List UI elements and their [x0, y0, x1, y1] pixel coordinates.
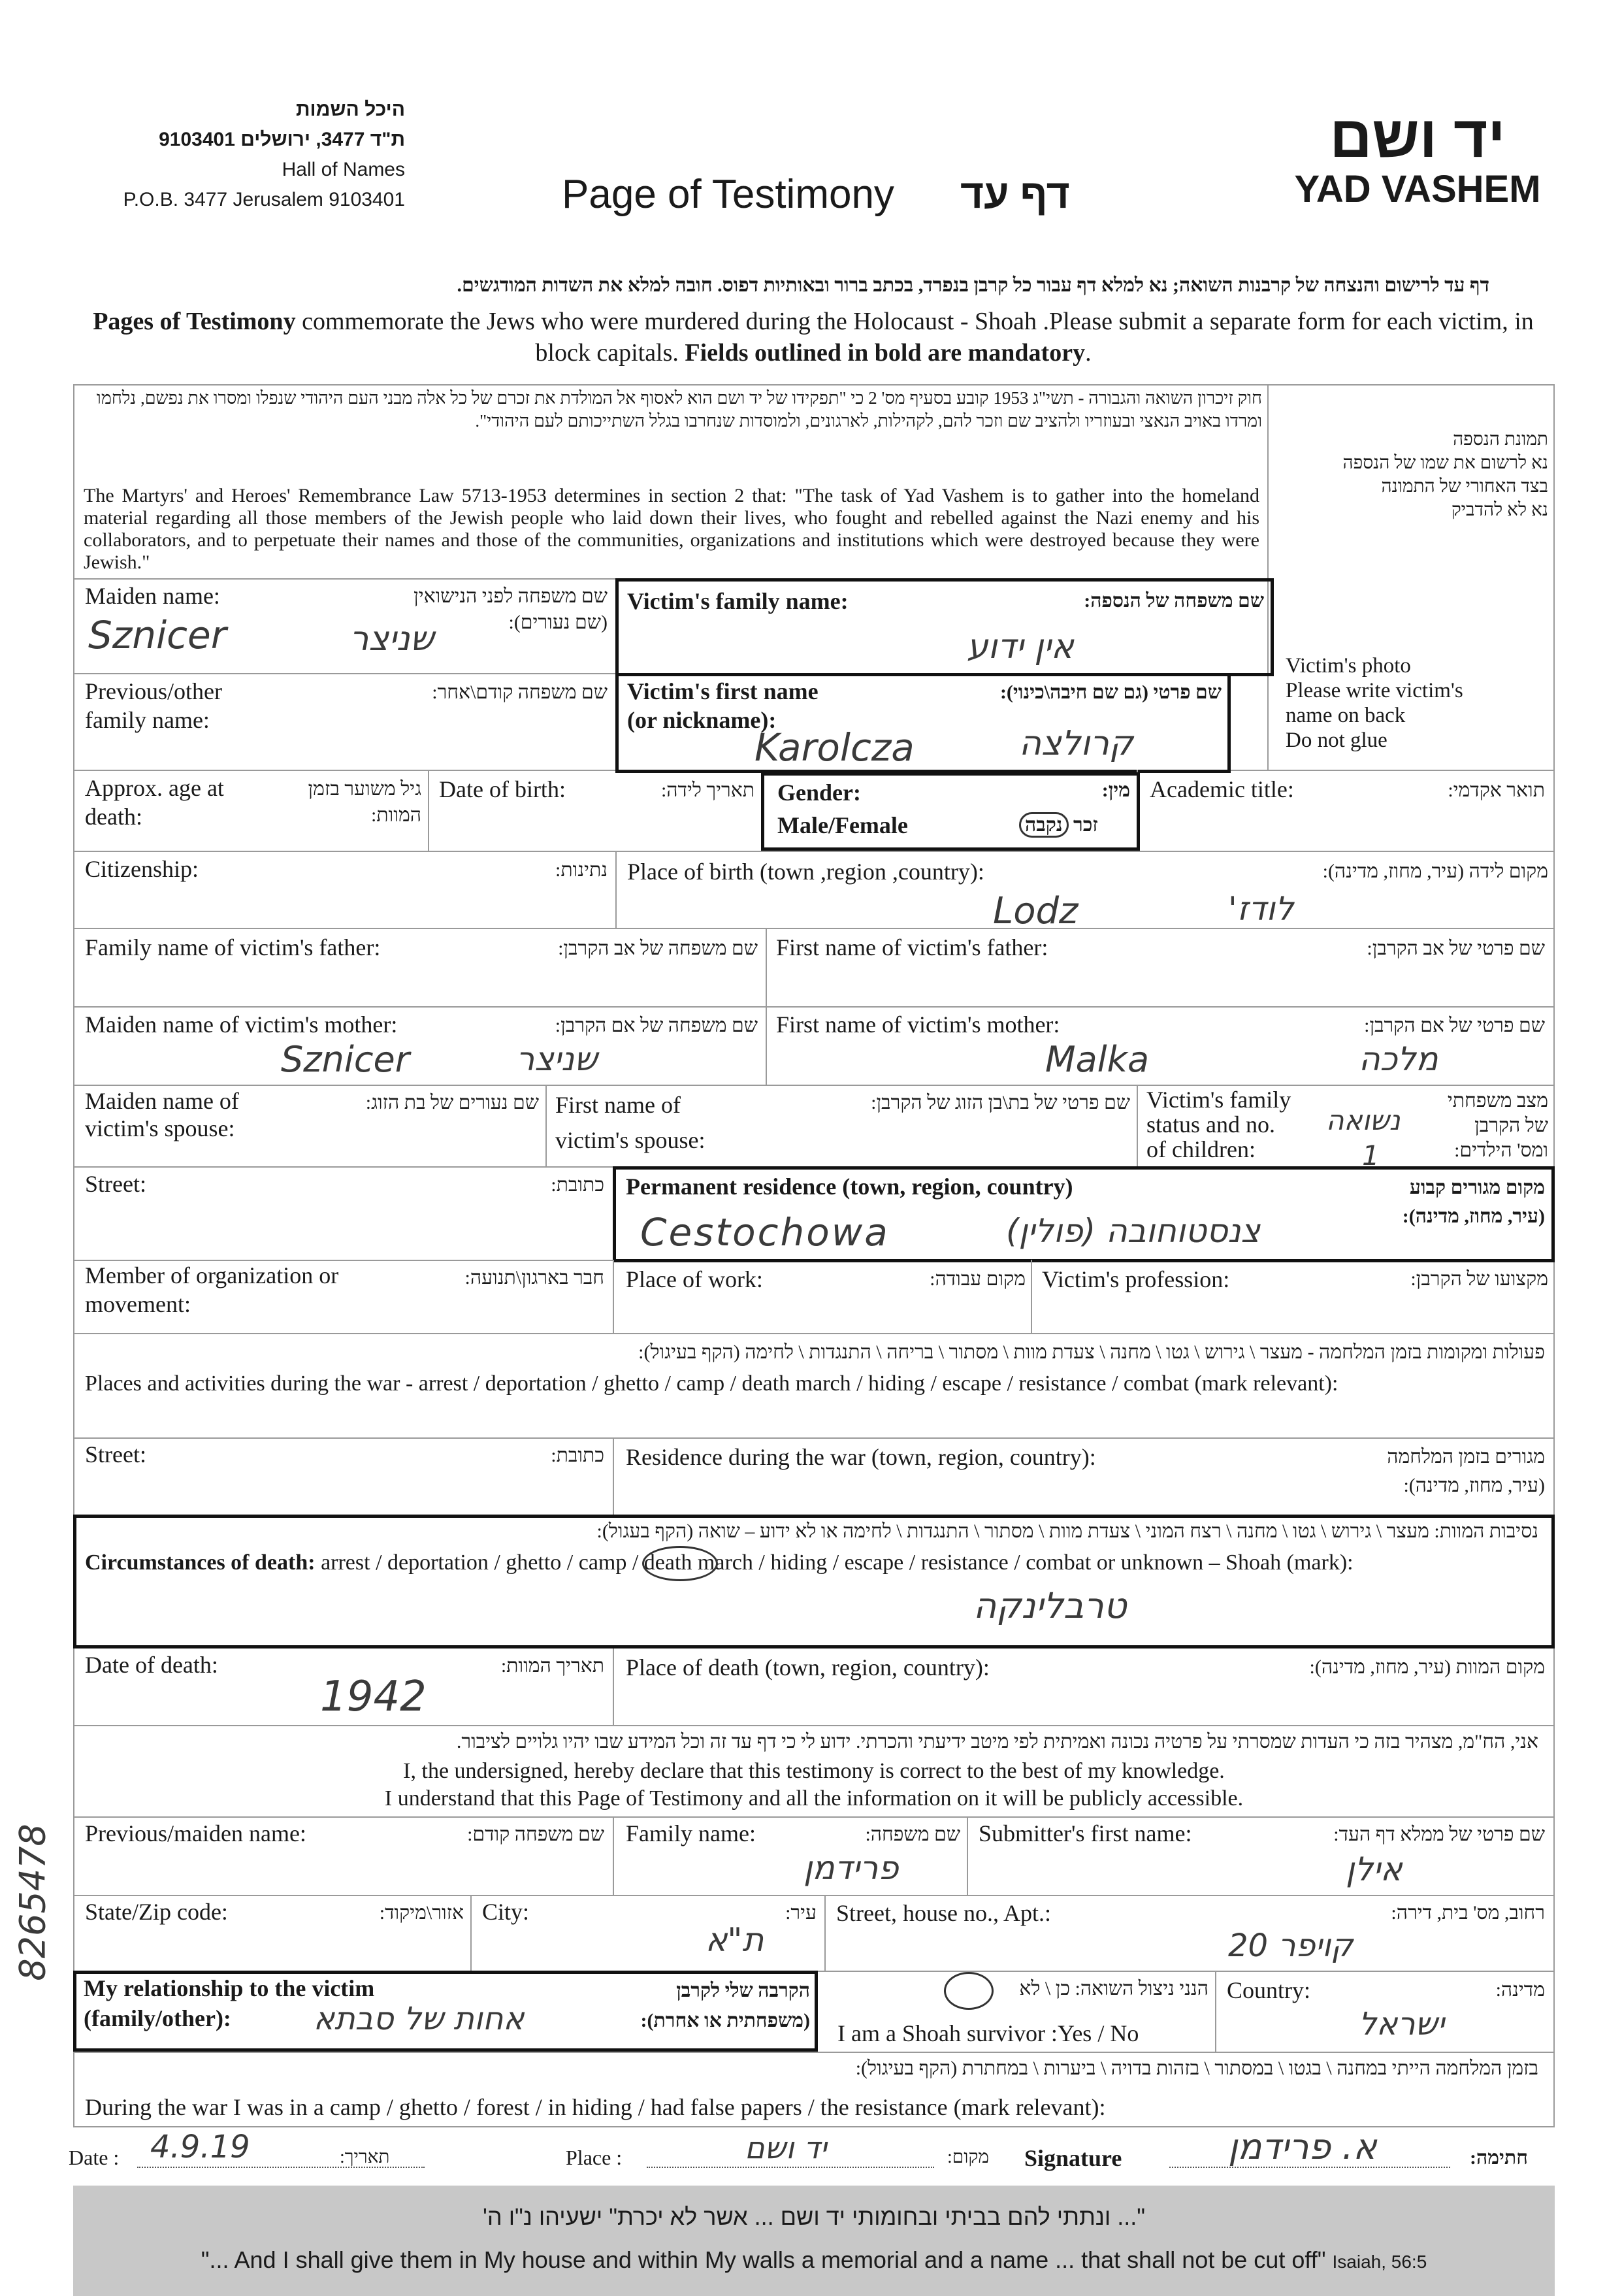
mother-first-label: First name of victim's mother: — [776, 1011, 1060, 1038]
mother-maiden-value-he[interactable]: שניצר — [516, 1040, 598, 1078]
rel-he-2: (משפחתית או אחרת): — [640, 2010, 810, 2031]
submitter-war-en: During the war I was in a camp / ghetto / forest / in hiding / had false papers / the resistance (mark relevant): — [85, 2094, 1106, 2120]
perm-he-1: מקום מגורים קבוע — [1409, 1177, 1545, 1198]
photo-he-2: נא לרשום את שמו של הנספה — [1342, 453, 1548, 473]
spouse-maiden-label-he: שם נעורים של בת הזוג: — [365, 1092, 539, 1113]
victim-first-value-he[interactable]: קרולצה — [1019, 724, 1133, 763]
submitter-family-value[interactable]: פרידמן — [803, 1849, 899, 1887]
country-value[interactable]: ישראל — [1359, 2006, 1445, 2042]
logo — [1280, 105, 1555, 209]
victim-family-label-he: שם משפחה של הנספה: — [1084, 590, 1264, 612]
age-label-he — [261, 776, 421, 828]
status-en-1: Victim's family — [1146, 1087, 1291, 1113]
city-value[interactable]: ת"א — [706, 1921, 764, 1959]
age-he-2: המוות: — [370, 804, 421, 826]
submitter-first-value[interactable]: אילן — [1346, 1850, 1403, 1888]
pob-value-en[interactable]: Lodz — [993, 890, 1079, 932]
age-en-2: death: — [85, 804, 142, 830]
declaration-en-2: I understand that this Page of Testimony and all the information on it will be publicly accessible. — [384, 1786, 1244, 1811]
circumstances-en-label: Circumstances of death: — [85, 1550, 316, 1575]
org-en-1: Member of organization or — [85, 1262, 339, 1288]
intro-en-mandatory: Fields outlined in bold are mandatory — [685, 339, 1086, 367]
father-first-label: First name of victim's father: — [776, 934, 1048, 960]
spouse-first-label — [555, 1087, 705, 1158]
country-label: Country: — [1227, 1977, 1311, 2003]
mother-maiden-value-en[interactable]: Sznicer — [281, 1039, 410, 1080]
circumstances-en-options: arrest / deportation / ghetto / camp / death march / hiding / escape / resistance / combat or unknown – Shoah (mark): — [315, 1550, 1354, 1575]
street-label-he: כתובת: — [551, 1174, 604, 1196]
maiden-he-1: שם משפחה לפני הנישואין — [414, 585, 608, 607]
maiden-label: Maiden name: — [85, 583, 220, 609]
status-value[interactable]: נשואה — [1326, 1104, 1401, 1136]
photo-en-4: Do not glue — [1286, 729, 1387, 752]
age-en-1: Approx. age at — [85, 775, 224, 801]
intro-en-body: commemorate the Jews who were murdered during the Holocaust - Shoah .Please submit a separate form for each victim, in block capitals. — [295, 308, 1534, 367]
photo-he-1: תמונת הנספה — [1453, 429, 1548, 450]
perm-residence-value-he[interactable]: צנסטוחובה (פולין) — [1006, 1212, 1261, 1250]
father-family-label: Family name of victim's father: — [85, 934, 381, 960]
photo-en-1: Victim's photo — [1286, 654, 1411, 678]
signature-label: Signature — [1024, 2145, 1122, 2171]
rel-en-1: My relationship to the victim — [84, 1975, 375, 2001]
mother-maiden-label-he: שם משפחה של אם הקרבן: — [555, 1015, 758, 1036]
submitter-prev-label-he: שם משפחה קודם: — [467, 1824, 604, 1845]
mother-maiden-label: Maiden name of victim's mother: — [85, 1011, 398, 1038]
war-street-label: Street: — [85, 1441, 146, 1468]
photo-en-3: name on back — [1286, 704, 1406, 727]
title-he: דף עד — [960, 172, 1070, 217]
work-label-he: מקום עבודה: — [930, 1268, 1026, 1290]
first-en-2: (or nickname): — [627, 707, 777, 733]
status-he-3: ומס' הילדים: — [1454, 1140, 1548, 1161]
title-en: Page of Testimony — [562, 172, 894, 217]
signature-value[interactable]: א. פרידמן — [1228, 2126, 1377, 2167]
photo-he-4: נא לא להדביק — [1451, 500, 1548, 520]
gender-male-he[interactable]: זכר — [1073, 814, 1098, 836]
logo-he: יד ושם — [1329, 105, 1506, 170]
children-value[interactable]: 1 — [1362, 1140, 1380, 1172]
place-label-he: מקום: — [947, 2147, 989, 2167]
citizenship-label-he: נתינות: — [555, 859, 608, 881]
declaration-en-1: I, the undersigned, hereby declare that this testimony is correct to the best of my knowledge. — [403, 1759, 1225, 1783]
perm-residence-label: Permanent residence (town, region, country) — [626, 1173, 1073, 1200]
place-label: Place : — [566, 2146, 623, 2169]
city-label: City: — [482, 1899, 530, 1925]
pob-value-he[interactable]: לודז' — [1228, 890, 1294, 928]
circumstances-value[interactable]: טרבלינקה — [973, 1585, 1127, 1626]
gender-en-2: Male/Female — [777, 812, 908, 838]
submitter-first-label: Submitter's first name: — [979, 1820, 1192, 1846]
father-first-label-he: שם פרטי של אב הקרבן: — [1367, 938, 1545, 959]
citizenship-label: Citizenship: — [85, 856, 199, 882]
footer-en-ref: Isaiah, 56:5 — [1332, 2252, 1427, 2272]
city-label-he: עיר: — [785, 1902, 817, 1924]
camp-circle-mark — [642, 1546, 718, 1581]
gender-label — [777, 776, 908, 842]
circumstances-he: נסיבות המוות: מעצר \ גירוש \ גטו \ מחנה \ רצח המוני \ צעדת מוות \ מסתור \ התנגדות \ לחימה או לא ידוע – שואה (הקף בעגול): — [596, 1520, 1538, 1542]
profession-label-he: מקצועו של הקרבן: — [1410, 1268, 1548, 1290]
photo-he — [1274, 428, 1548, 522]
address-block — [98, 95, 405, 215]
gender-label-he: מין: — [1101, 779, 1130, 801]
date-value[interactable]: 4.9.19 — [150, 2129, 250, 2165]
law-en: The Martyrs' and Heroes' Remembrance Law 5713-1953 determines in section 2 that: "The task of Yad Vashem is to gather into the homeland material regarding all those members of the Jewish people who laid down their lives, who fought and rebelled against the Nazi enemy and his collaborators, and to perpetuate their names and those of the communities, organizations and institutions which were destroyed because they were Jewish." — [84, 485, 1259, 573]
address-en-2: P.O.B. 3477 Jerusalem 9103401 — [123, 189, 405, 210]
signature-label-he: חתימה: — [1470, 2147, 1528, 2169]
war-res-he-2: (עיר, מחוז, מדינה): — [1403, 1475, 1545, 1496]
dod-label: Date of death: — [85, 1652, 218, 1678]
intro-he: דף עד לרישום והנצחה של קרבנות השואה; נא למלא דף עבור כל קרבן בנפרד, בכתב ברור ובאותיות דפוס. חובה למלא את השדות המודגשים. — [457, 274, 1489, 296]
rel-he-1: הקרבה שלי לקרבן — [676, 1980, 810, 2001]
spouse-first-en-1: First name of — [555, 1092, 681, 1118]
prev-en-1: Previous/other — [85, 678, 222, 704]
photo-en-2: Please write victim's — [1286, 679, 1463, 702]
relationship-value[interactable]: אחות של סבתא — [314, 2001, 525, 2037]
status-en-3: of children: — [1146, 1136, 1256, 1162]
pob-label-he: מקום לידה (עיר, מחוז, מדינה): — [1322, 861, 1548, 882]
intro-en — [85, 306, 1542, 369]
footer-band — [73, 2186, 1555, 2296]
address-en-1: Hall of Names — [282, 159, 405, 180]
mother-first-label-he: שם פרטי של אם הקרבן: — [1364, 1015, 1545, 1036]
prev-family-label-he: שם משפחה קודם\אחר: — [432, 681, 608, 703]
circumstances-en — [85, 1549, 1545, 1577]
photo-he-3: בצד האחורי של התמונה — [1381, 476, 1548, 497]
submitter-war-he: בזמן המלחמה הייתי במחנה \ בגטו \ במסתור \ בזהות בדויה \ ביערות \ במחתרת (הקף בעיגול): — [855, 2058, 1538, 2079]
maiden-he-2: (שם נעורים): — [508, 612, 608, 633]
victim-family-value[interactable]: אין ידוע — [967, 627, 1074, 666]
submitter-street-label: Street, house no., Apt.: — [836, 1900, 1051, 1926]
declaration-he: אני, הח"מ, מצהיר בזה כי העדות שמסרתי על פרטיה נכונה ואמיתית לפי מיטב ידיעתי והכרתי. ידוע לי כי דף עד זה וכל המידע שבו יהיו גלויים לציבור. — [456, 1731, 1538, 1752]
victim-family-label: Victim's family name: — [627, 588, 849, 614]
intro-en-lead: Pages of Testimony — [93, 308, 296, 335]
war-res-he-1: מגורים בזמן המלחמה — [1387, 1446, 1545, 1468]
survivor-he: הנני ניצול השואה: כן \ לא — [1019, 1978, 1208, 1999]
zip-label-he: אזור\מיקוד: — [379, 1902, 464, 1924]
rel-en-2: (family/other): — [84, 2005, 231, 2031]
dod-label-he: תאריך המוות: — [500, 1655, 604, 1677]
footer-he: "... ונתתי להם בביתי ובחומותי יד ושם ... אשר לא יכרת" ישעיהו נ"ו ה' — [483, 2203, 1145, 2230]
photo-en — [1286, 653, 1547, 753]
status-he-1: מצב משפחתי — [1447, 1090, 1548, 1111]
academic-label-he: תואר אקדמי: — [1448, 779, 1545, 801]
address-he-2: ת"ד 3477, ירושלים 9103401 — [159, 129, 405, 150]
first-en-1: Victim's first name — [627, 678, 819, 704]
perm-residence-label-he — [1293, 1173, 1545, 1231]
spouse-maiden-en-1: Maiden name of — [85, 1088, 239, 1114]
relationship-label-he — [562, 1976, 810, 2036]
intro-en-end: . — [1085, 339, 1092, 367]
pod-label: Place of death (town, region, country): — [626, 1654, 990, 1681]
address-he-1: היכל השמות — [295, 99, 405, 120]
spouse-first-en-2: victim's spouse: — [555, 1127, 706, 1153]
date-label-he: תאריך: — [340, 2147, 390, 2167]
work-label: Place of work: — [626, 1266, 763, 1292]
law-he: חוק זיכרון השואה והגבורה - תשי"ג 1953 קובע בסעיף מס' 2 כי "תפקידו של יד ושם הוא לאסוף אל המולדת את זכרם של כל אלה מבני העם היהודי שנפלו ומסרו את נפשם, נלחמו ומרדו באויב הנאצי ובעוזריו ולהציב שם וזכר להם, לקהילות, לארגונים, ולמוסדות שנחרבו בגלל השתייכותם לעם היהודי". — [96, 388, 1262, 431]
age-he-1: גיל משוער בזמן — [308, 778, 421, 800]
street-label: Street: — [85, 1171, 146, 1197]
war-residence-label-he — [1293, 1443, 1545, 1500]
profession-label: Victim's profession: — [1042, 1266, 1230, 1292]
declaration-en — [73, 1758, 1555, 1812]
war-residence-label: Residence during the war (town, region, country): — [626, 1444, 1096, 1470]
dob-label-he: תאריך לידה: — [660, 779, 754, 801]
father-family-label-he: שם משפחה של אב הקרבן: — [558, 938, 758, 959]
submitter-family-label-he: שם משפחה: — [865, 1824, 960, 1845]
pob-label: Place of birth (town ,region ,country): — [627, 859, 984, 885]
victim-first-value-en[interactable]: Karolcza — [754, 725, 915, 770]
victim-first-label-he: שם פרטי (גם שם חיבה\כינוי): — [999, 681, 1222, 703]
maiden-value-en[interactable]: Sznicer — [88, 613, 227, 657]
status-en-2: status and no. — [1146, 1111, 1275, 1138]
date-label: Date : — [69, 2146, 120, 2169]
war-street-label-he: כתובת: — [551, 1445, 604, 1466]
gender-options-he — [1019, 812, 1098, 838]
gender-en-1: Gender: — [777, 779, 861, 806]
footer-en — [73, 2246, 1555, 2274]
org-en-2: movement: — [85, 1291, 191, 1317]
zip-label: State/Zip code: — [85, 1899, 228, 1925]
age-label — [85, 774, 224, 831]
org-label — [85, 1261, 338, 1319]
survivor-no-circle-mark — [944, 1972, 994, 2010]
mother-first-value-en[interactable]: Malka — [1045, 1039, 1150, 1080]
status-he-2: של הקרבן — [1474, 1115, 1548, 1136]
gender-female-he[interactable]: נקבה — [1019, 812, 1069, 838]
prev-family-label — [85, 677, 222, 734]
submitter-street-value[interactable]: קויפר 20 — [1228, 1927, 1354, 1964]
maiden-value-he[interactable]: שניצר — [349, 619, 434, 659]
submitter-first-label-he: שם פרטי של ממלא דף העד: — [1333, 1824, 1545, 1845]
footer-en-quote: "... And I shall give them in My house and within My walls a memorial and a name ... that shall not be cut off" — [201, 2246, 1326, 2273]
spouse-maiden-label — [85, 1087, 239, 1142]
side-registration-number: 8265478 — [12, 1824, 54, 1981]
submitter-prev-label: Previous/maiden name: — [85, 1820, 306, 1846]
dod-value[interactable]: 1942 — [320, 1673, 427, 1721]
country-label-he: מדינה: — [1495, 1979, 1545, 2001]
submitter-street-label-he: רחוב, מס' בית, דירה: — [1391, 1902, 1545, 1924]
academic-label: Academic title: — [1150, 776, 1294, 802]
pod-label-he: מקום המוות (עיר, מחוז, מדינה): — [1309, 1656, 1545, 1678]
activities-he: פעולות ומקומות בזמן המלחמה - מעצר \ גירוש \ גטו \ מחנה \ צעדת מוות \ מסתור \ בריחה \ התנגדות \ לחימה (הקף בעיגול): — [638, 1341, 1545, 1363]
activities-en: Places and activities during the war - arrest / deportation / ghetto / camp / death march / hiding / escape / resistance / combat (mark relevant): — [85, 1371, 1338, 1396]
spouse-first-label-he: שם פרטי של בת\בן הזוג של הקרבן: — [871, 1092, 1130, 1113]
status-label — [1146, 1087, 1291, 1162]
spouse-maiden-en-2: victim's spouse: — [85, 1115, 235, 1141]
survivor-en: I am a Shoah survivor :Yes / No — [837, 2020, 1139, 2046]
org-label-he: חבר בארגון\תנועה: — [464, 1267, 604, 1288]
mother-first-value-he[interactable]: מלכה — [1359, 1040, 1438, 1078]
submitter-family-label: Family name: — [626, 1820, 756, 1846]
status-label-he — [1424, 1089, 1548, 1163]
place-value[interactable]: יד ושם — [745, 2130, 827, 2165]
perm-residence-value-en[interactable]: Cestochowa — [640, 1210, 890, 1255]
perm-he-2: (עיר, מחוז, מדינה): — [1402, 1205, 1545, 1227]
logo-en: YAD VASHEM — [1294, 168, 1541, 210]
prev-en-2: family name: — [85, 707, 210, 733]
dob-label: Date of birth: — [439, 776, 566, 802]
